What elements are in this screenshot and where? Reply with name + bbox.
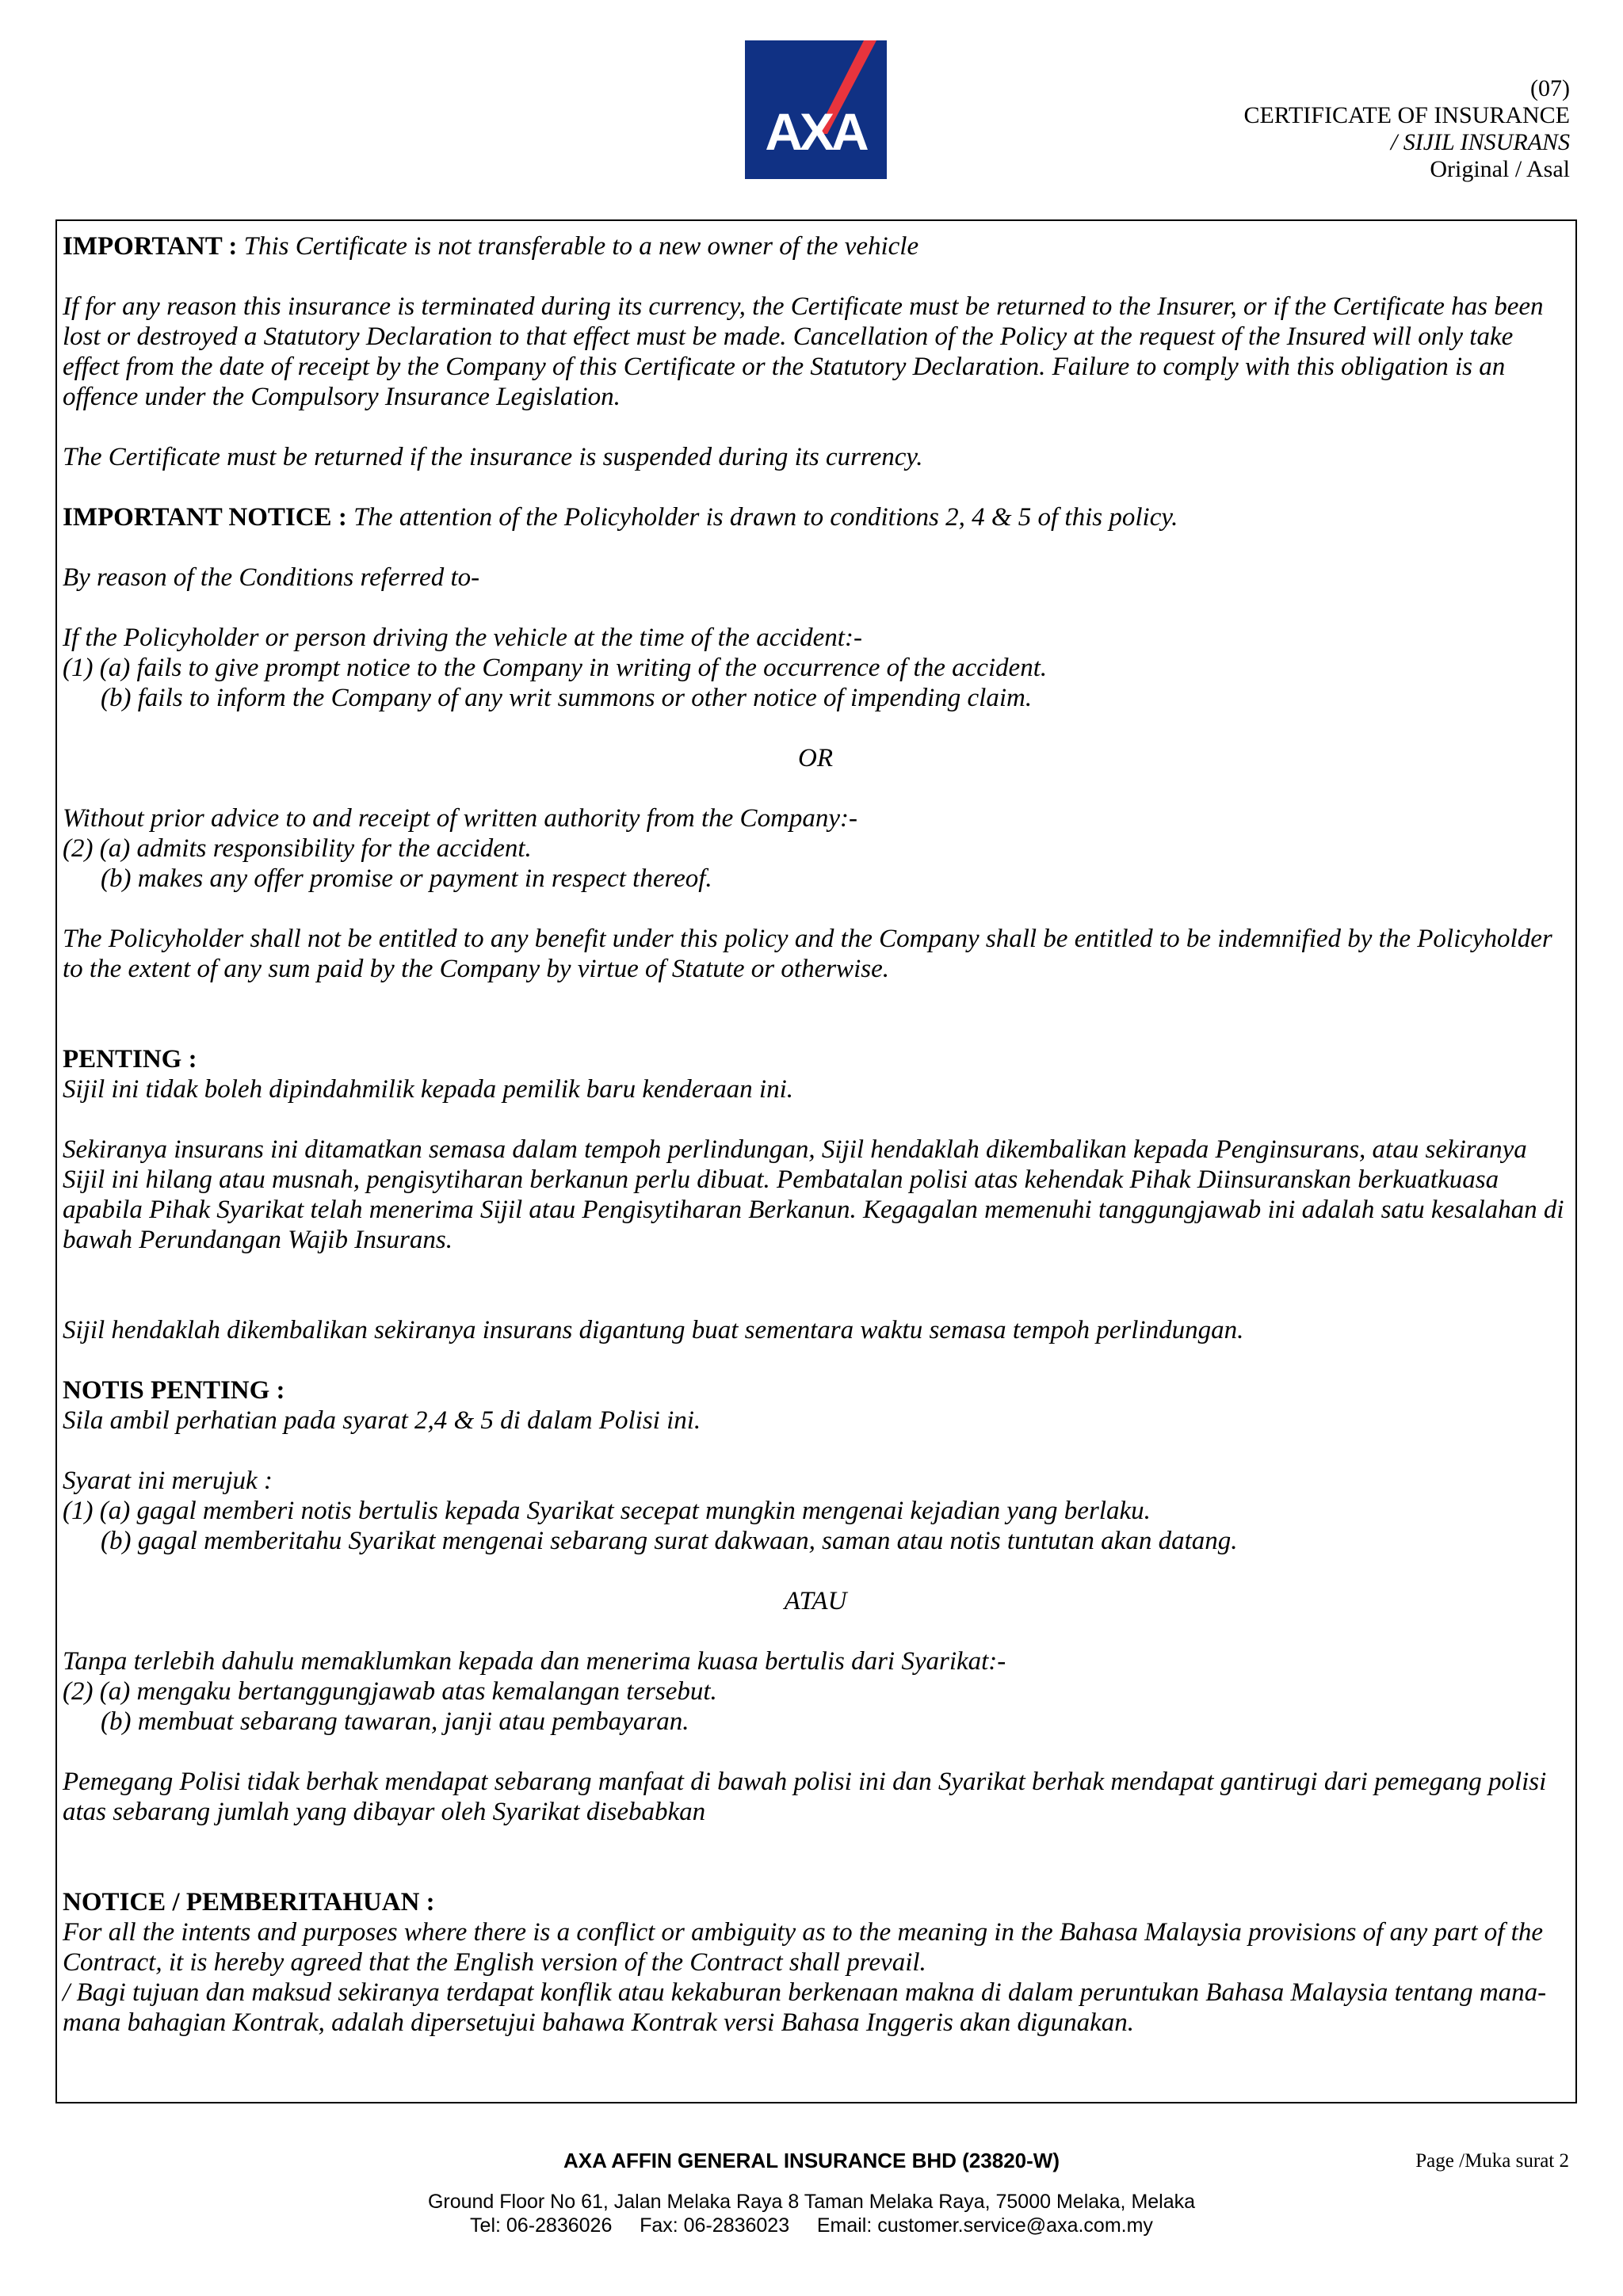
important-statement: [63, 231, 1568, 261]
condition-1b: (b) fails to inform the Company of any writ summons or other notice of impending claim.: [101, 684, 1033, 712]
syarat-line: Syarat ini merujuk :: [63, 1466, 273, 1495]
important-notice-label: IMPORTANT NOTICE :: [63, 503, 347, 532]
copy-type: Original / Asal: [1430, 156, 1570, 182]
company-contact: Tel: 06-2836026 Fax: 06-2836023 Email: customer.service@axa.com.my: [470, 2214, 1153, 2237]
important-notice-text: The attention of the Policyholder is drawn to conditions 2, 4 & 5 of this policy.: [353, 503, 1178, 532]
without-advice-line: Without prior advice to and receipt of written authority from the Company:-: [63, 804, 858, 833]
axa-logo-icon: [745, 40, 887, 179]
important-text: This Certificate is not transferable to a new owner of the vehicle: [243, 232, 919, 261]
malay-consequence-paragraph: Pemegang Polisi tidak berhak mendapat sebarang manfaat di bawah polisi ini dan Syarikat berhak mendapat gantirugi dari pemegang polisi atas sebarang jumlah yang dibayar oleh Syarikat disebabkan: [63, 1768, 1547, 1826]
logo-text: AXA: [765, 102, 866, 161]
certificate-header: [1243, 75, 1570, 183]
penting-text: Sijil ini tidak boleh dipindahmilik kepada pemilik baru kenderaan ini.: [63, 1075, 794, 1104]
notis-penting-label: NOTIS PENTING :: [63, 1376, 285, 1405]
suspension-paragraph: The Certificate must be returned if the insurance is suspended during its currency.: [63, 443, 923, 471]
notice-malay: / Bagi tujuan dan maksud sekiranya terdapat konflik atau kekaburan berkenaan makna di dalam peruntukan Bahasa Malaysia tentang mana-mana bahagian Kontrak, adalah dipersetujui bahawa Kontrak versi Bahasa Inggeris akan digunakan.: [63, 1978, 1547, 2037]
atau-separator: ATAU: [784, 1587, 847, 1615]
important-label: IMPORTANT :: [63, 232, 238, 261]
content-body: [63, 231, 1568, 2038]
notice-label: NOTICE / PEMBERITAHUAN :: [63, 1888, 435, 1917]
syarat-2b: (b) membuat sebarang tawaran, janji atau pembayaran.: [101, 1707, 689, 1736]
condition-1a: (1) (a) fails to give prompt notice to the Company in writing of the occurrence of the accident.: [63, 654, 1048, 682]
condition-2a: (2) (a) admits responsibility for the accident.: [63, 834, 532, 863]
footer: [0, 2149, 1623, 2237]
condition-2b: (b) makes any offer promise or payment in respect thereof.: [101, 864, 712, 893]
if-policyholder-line: If the Policyholder or person driving the vehicle at the time of the accident:-: [63, 624, 862, 652]
certificate-subtitle: / SIJIL INSURANS: [1390, 129, 1570, 155]
syarat-2a: (2) (a) mengaku bertanggungjawab atas kemalangan tersebut.: [63, 1677, 717, 1706]
by-reason-line: By reason of the Conditions referred to-: [63, 563, 480, 592]
penting-label: PENTING :: [63, 1045, 197, 1074]
or-separator: OR: [798, 744, 833, 772]
notis-penting-text: Sila ambil perhatian pada syarat 2,4 & 5 di dalam Polisi ini.: [63, 1406, 701, 1435]
form-code: (07): [1530, 75, 1570, 101]
axa-logo: [745, 40, 887, 179]
malay-termination-paragraph: Sekiranya insurans ini ditamatkan semasa dalam tempoh perlindungan, Sijil hendaklah dikembalikan kepada Penginsurans, atau sekiranya Sijil ini hilang atau musnah, pengisytiharan berkanun perlu dibuat. Pembatalan polisi atas kehendak Pihak Diinsuranskan berkuatkuasa apabila Pihak Syarikat telah menerima Sijil atau Pengisytiharan Berkanun. Kegagalan memenuhi tanggungjawab ini adalah satu kesalahan di bawah Perundangan Wajib Insurans.: [63, 1135, 1564, 1254]
important-notice: [63, 502, 1568, 532]
termination-paragraph: If for any reason this insurance is terminated during its currency, the Certificate must be returned to the Insurer, or if the Certificate has been lost or destroyed a Statutory Declaration to that effect must be made. Cancellation of the Policy at the request of the Insured will only take effect from the date of receipt by the Company of this Certificate or the Statutory Declaration. Failure to comply with this obligation is an offence under the Compulsory Insurance Legislation.: [63, 292, 1544, 411]
tanpa-line: Tanpa terlebih dahulu memaklumkan kepada dan menerima kuasa bertulis dari Syarikat:-: [63, 1647, 1006, 1676]
syarat-1b: (b) gagal memberitahu Syarikat mengenai sebarang surat dakwaan, saman atau notis tuntutan akan datang.: [101, 1527, 1238, 1555]
company-address: Ground Floor No 61, Jalan Melaka Raya 8 Taman Melaka Raya, 75000 Melaka, Melaka: [427, 2191, 1196, 2213]
malay-suspension-paragraph: Sijil hendaklah dikembalikan sekiranya insurans digantung buat sementara waktu semasa tempoh perlindungan.: [63, 1316, 1244, 1344]
company-name: AXA AFFIN GENERAL INSURANCE BHD (23820-W): [563, 2149, 1060, 2172]
notice-english: For all the intents and purposes where there is a conflict or ambiguity as to the meaning in the Bahasa Malaysia provisions of any part of the Contract, it is hereby agreed that the English version of the Contract shall prevail.: [63, 1918, 1543, 1977]
certificate-title: CERTIFICATE OF INSURANCE: [1243, 102, 1570, 128]
consequence-paragraph: The Policyholder shall not be entitled to any benefit under this policy and the Company shall be entitled to be indemnified by the Policyholder to the extent of any sum paid by the Company by virtue of Statute or otherwise.: [63, 925, 1552, 983]
page-number: Page /Muka surat 2: [1415, 2150, 1569, 2172]
syarat-1a: (1) (a) gagal memberi notis bertulis kepada Syarikat secepat mungkin mengenai kejadian yang berlaku.: [63, 1497, 1151, 1525]
